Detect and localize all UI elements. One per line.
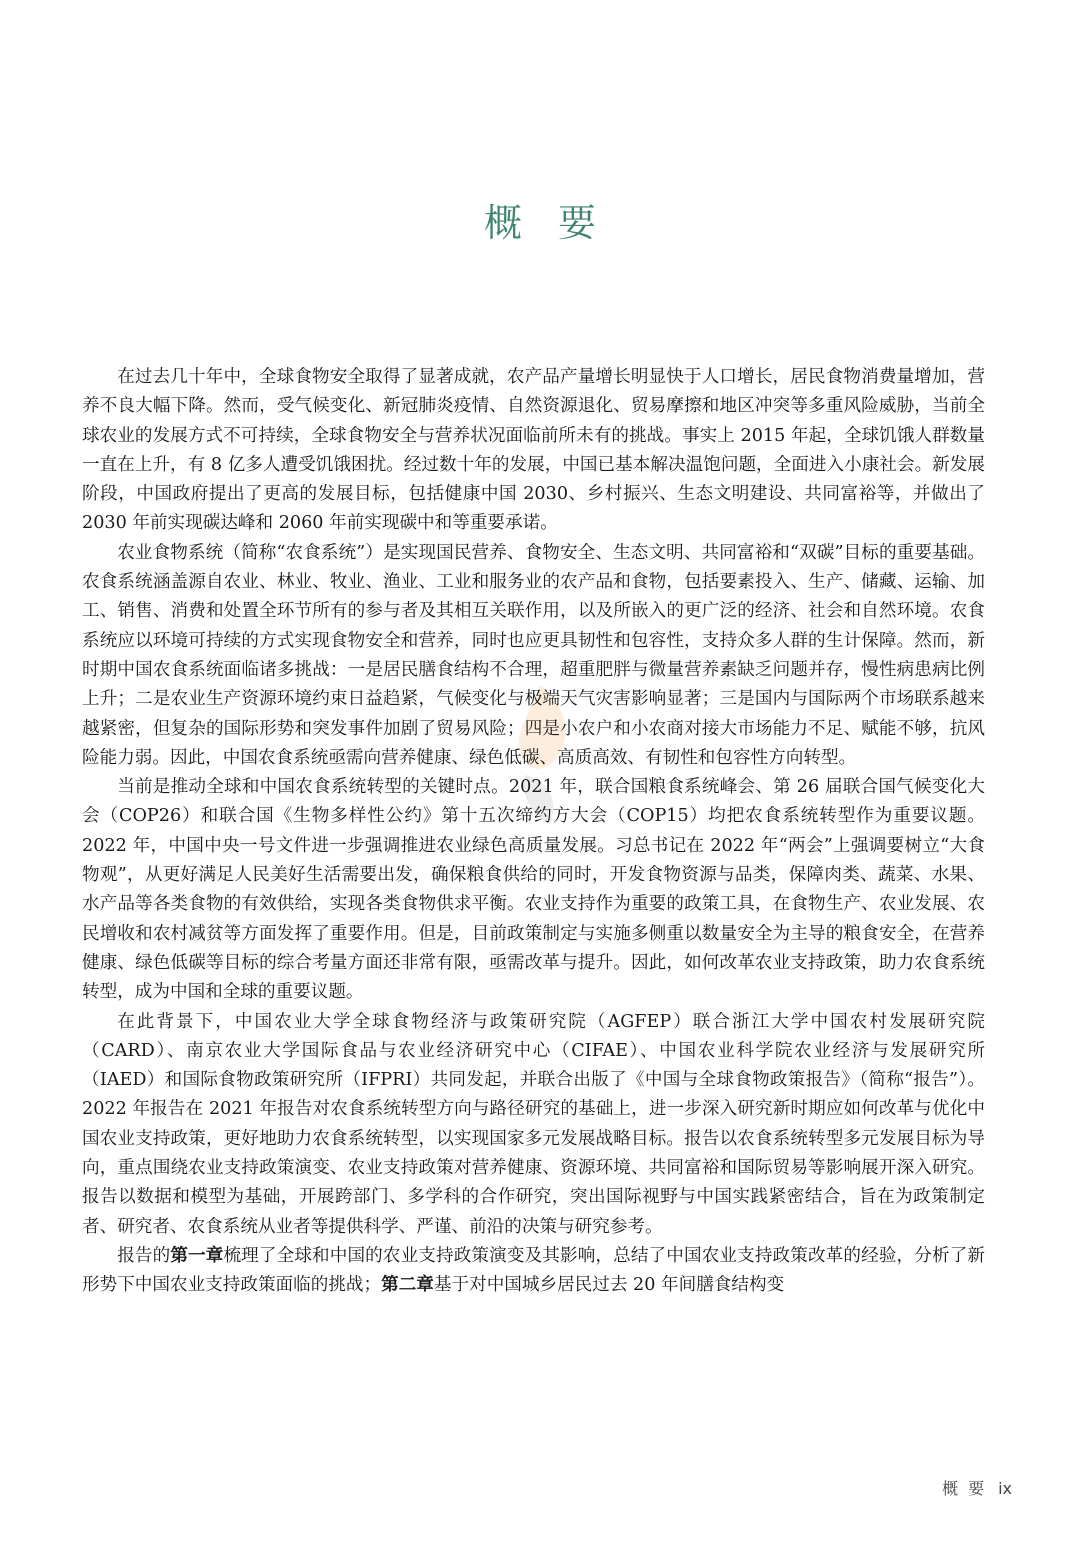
paragraph-3: 当前是推动全球和中国农食系统转型的关键时点。2021 年，联合国粮食系统峰会、第 26 届联合国气候变化大会（COP26）和联合国《生物多样性公约》第十五次缔约方大会（COP15）均把农食系统转型作为重要议题。2022 年，中国中央一号文件进一步强调推进农业绿色高质量发展。习总书记在 2022 年“两会”上强调要树立“大食物观”，从更好满足人民美好生活需要出发，确保粮食供给的同时，开发食物资源与品类，保障肉类、蔬菜、水果、水产品等各类食物的有效供给，实现各类食物供求平衡。农业支持作为重要的政策工具，在食物生产、农业发展、农民增收和农村减贫等方面发挥了重要作用。但是，目前政策制定与实施多侧重以数量安全为主导的粮食安全，在营养健康、绿色低碳等目标的综合考量方面还非常有限，亟需改革与提升。因此，如何改革农业支持政策，助力农食系统转型，成为中国和全球的重要议题。 xyxy=(82,777,985,1003)
page-footer xyxy=(942,1476,1012,1499)
chapter-1-label: 第一章 xyxy=(170,1245,224,1266)
paragraph-5: 报告的第一章梳理了全球和中国的农业支持政策演变及其影响，总结了中国农业支持政策改革的经验，分析了新形势下中国农业支持政策面临的挑战；第二章基于对中国城乡居民过去 20 年间膳食结构变 xyxy=(82,1245,985,1296)
page-number: ix xyxy=(998,1479,1012,1498)
page-title: 概要 xyxy=(483,201,632,245)
chapter-2-label: 第二章 xyxy=(381,1275,434,1296)
footer-section-label: 概要 xyxy=(942,1479,995,1498)
paragraph-2: 农业食物系统（简称“农食系统”）是实现国民营养、食物安全、生态文明、共同富裕和“双碳”目标的重要基础。农食系统涵盖源自农业、林业、牧业、渔业、工业和服务业的农产品和食物，包括要素投入、生产、储藏、运输、加工、销售、消费和处置全环节所有的参与者及其相互关联作用，以及所嵌入的更广泛的经济、社会和自然环境。农食系统应以环境可持续的方式实现食物安全和营养，同时也应更具韧性和包容性，支持众多人群的生计保障。然而，新时期中国农食系统面临诸多挑战：一是居民膳食结构不合理，超重肥胖与微量营养素缺乏问题并存，慢性病患病比例上升；二是农业生产资源环境约束日益趋紧，气候变化与极端天气灾害影响显著；三是国内与国际两个市场联系越来越紧密，但复杂的国际形势和突发事件加剧了贸易风险；四是小农户和小农商对接大市场能力不足、赋能不够，抗风险能力弱。因此，中国农食系统亟需向营养健康、绿色低碳、高质高效、有韧性和包容性方向转型。 xyxy=(82,542,985,768)
paragraph-4: 在此背景下，中国农业大学全球食物经济与政策研究院（AGFEP）联合浙江大学中国农村发展研究院（CARD）、南京农业大学国际食品与农业经济研究中心（CIFAE）、中国农业科学院农业经济与发展研究所（IAED）和国际食物政策研究所（IFPRI）共同发起，并联合出版了《中国与全球食物政策报告》（简称“报告”）。2022 年报告在 2021 年报告对农食系统转型方向与路径研究的基础上，进一步深入研究新时期应如何改革与优化中国农业支持政策，更好地助力农食系统转型，以实现国家多元发展战略目标。报告以农食系统转型多元发展目标为导向，重点围绕农业支持政策演变、农业支持政策对营养健康、资源环境、共同富裕和国际贸易等影响展开深入研究。报告以数据和模型为基础，开展跨部门、多学科的合作研究，突出国际视野与中国实践紧密结合，旨在为政策制定者、研究者、农食系统从业者等提供科学、严谨、前沿的决策与研究参考。 xyxy=(82,1011,985,1237)
paragraph-1: 在过去几十年中，全球食物安全取得了显著成就，农产品产量增长明显快于人口增长，居民食物消费量增加，营养不良大幅下降。然而，受气候变化、新冠肺炎疫情、自然资源退化、贸易摩擦和地区冲突等多重风险威胁，当前全球农业的发展方式不可持续，全球食物安全与营养状况面临前所未有的挑战。事实上 2015 年起，全球饥饿人群数量一直在上升，有 8 亿多人遭受饥饿困扰。经过数十年的发展，中国已基本解决温饱问题，全面进入小康社会。新发展阶段，中国政府提出了更高的发展目标，包括健康中国 2030、乡村振兴、生态文明建设、共同富裕等，并做出了 2030 年前实现碳达峰和 2060 年前实现碳中和等重要承诺。 xyxy=(82,367,985,534)
body-text xyxy=(82,363,985,1301)
